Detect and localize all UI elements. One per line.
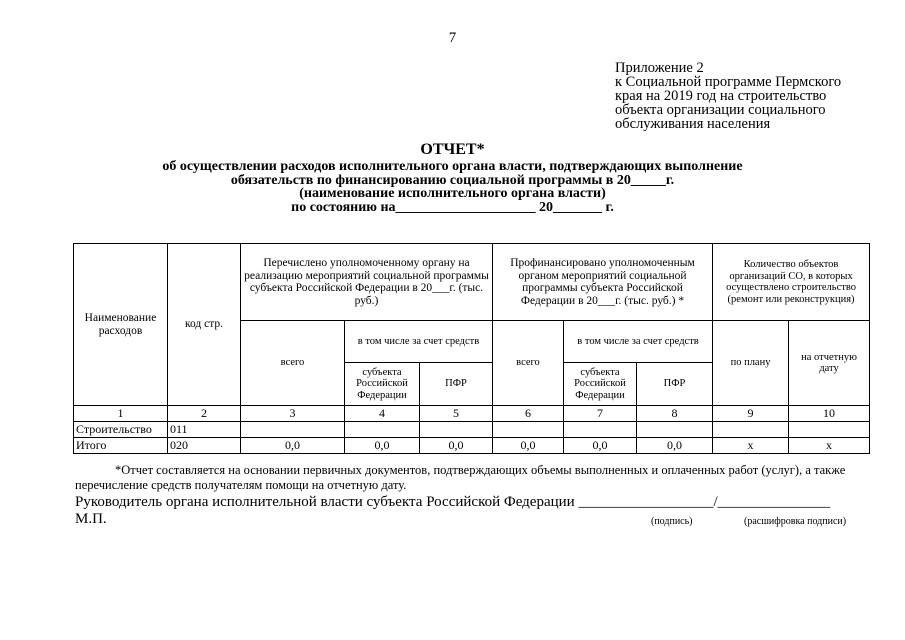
column-number: 7 [564, 406, 637, 422]
footnote: *Отчет составляется на основании первичных документов, подтверждающих объемы выполненных и оплаченных работ (услуг), а также перечисление средств получателям помощи на отчетную дату. [75, 463, 846, 492]
header-to-date: на отчетную дату [789, 321, 870, 406]
row-code: 020 [168, 438, 241, 454]
row-value [789, 422, 870, 438]
subtitle-line: об осуществлении расходов исполнительного органа власти, подтверждающих выполнение [162, 159, 743, 174]
appendix-block [615, 61, 900, 131]
header-transferred-pfr: ПФР [420, 363, 493, 406]
row-value: 0,0 [564, 438, 637, 454]
header-transferred-total: всего [241, 321, 345, 406]
column-number: 4 [345, 406, 420, 422]
column-number: 8 [637, 406, 713, 422]
column-number: 5 [420, 406, 493, 422]
row-value [241, 422, 345, 438]
header-name: Наименование расходов [74, 244, 168, 406]
row-value: x [789, 438, 870, 454]
report-title: ОТЧЕТ* [420, 141, 485, 158]
header-objects: Количество объектов организаций СО, в которых осуществлено строительство (ремонт или реконструкция) [713, 244, 870, 321]
header-code: код стр. [168, 244, 241, 406]
signature-caption: (подпись) [651, 516, 693, 527]
row-value: 0,0 [345, 438, 420, 454]
signature-decode-caption: (расшифровка подписи) [744, 516, 847, 527]
row-value: 0,0 [241, 438, 345, 454]
row-value [420, 422, 493, 438]
report-subtitle [0, 160, 905, 214]
header-transferred: Перечислено уполномоченному органу на реализацию мероприятий социальной программы субъекта Российской Федерации в 20___г. (тыс. руб.) [241, 244, 493, 321]
table-row [74, 422, 870, 438]
report-table [73, 243, 870, 454]
column-number: 1 [74, 406, 168, 422]
column-number: 2 [168, 406, 241, 422]
header-financed-pfr: ПФР [637, 363, 713, 406]
appendix-line: объекта организации социального [615, 102, 826, 118]
header-plan: по плану [713, 321, 789, 406]
seal-mark: М.П. [75, 511, 107, 527]
header-transferred-including: в том числе за счет средств [345, 321, 493, 363]
page-number: 7 [448, 30, 457, 46]
row-value: 0,0 [637, 438, 713, 454]
table-row [74, 438, 870, 454]
column-number: 6 [493, 406, 564, 422]
appendix-line: Приложение 2 [615, 60, 704, 76]
header-financed-subject: субъекта Российской Федерации [564, 363, 637, 406]
signature-line: Руководитель органа исполнительной власти субъекта Российской Федерации __________________/_______________ [75, 494, 831, 510]
subtitle-line: обязательств по финансированию социальной программы в 20_____г. [230, 172, 675, 188]
column-number: 3 [241, 406, 345, 422]
row-value [637, 422, 713, 438]
row-value [493, 422, 564, 438]
row-value [564, 422, 637, 438]
header-financed: Профинансировано уполномоченным органом мероприятий социальной программы субъекта Российской Федерации в 20___г. (тыс. руб.) * [493, 244, 713, 321]
row-code: 011 [168, 422, 241, 438]
appendix-line: края на 2019 год на строительство [615, 88, 827, 104]
row-name: Строительство [74, 422, 168, 438]
header-financed-including: в том числе за счет средств [564, 321, 713, 363]
subtitle-line: по состоянию на____________________ 20_______ г. [291, 199, 614, 215]
row-value: 0,0 [420, 438, 493, 454]
header-transferred-subject: субъекта Российской Федерации [345, 363, 420, 406]
appendix-line: к Социальной программе Пермского [615, 74, 842, 90]
header-financed-total: всего [493, 321, 564, 406]
column-number-row [74, 406, 870, 422]
row-name: Итого [74, 438, 168, 454]
appendix-line: обслуживания населения [615, 116, 771, 132]
row-value [713, 422, 789, 438]
row-value: 0,0 [493, 438, 564, 454]
column-number: 10 [789, 406, 870, 422]
row-value: x [713, 438, 789, 454]
row-value [345, 422, 420, 438]
subtitle-line: (наименование исполнительного органа власти) [299, 186, 606, 201]
column-number: 9 [713, 406, 789, 422]
